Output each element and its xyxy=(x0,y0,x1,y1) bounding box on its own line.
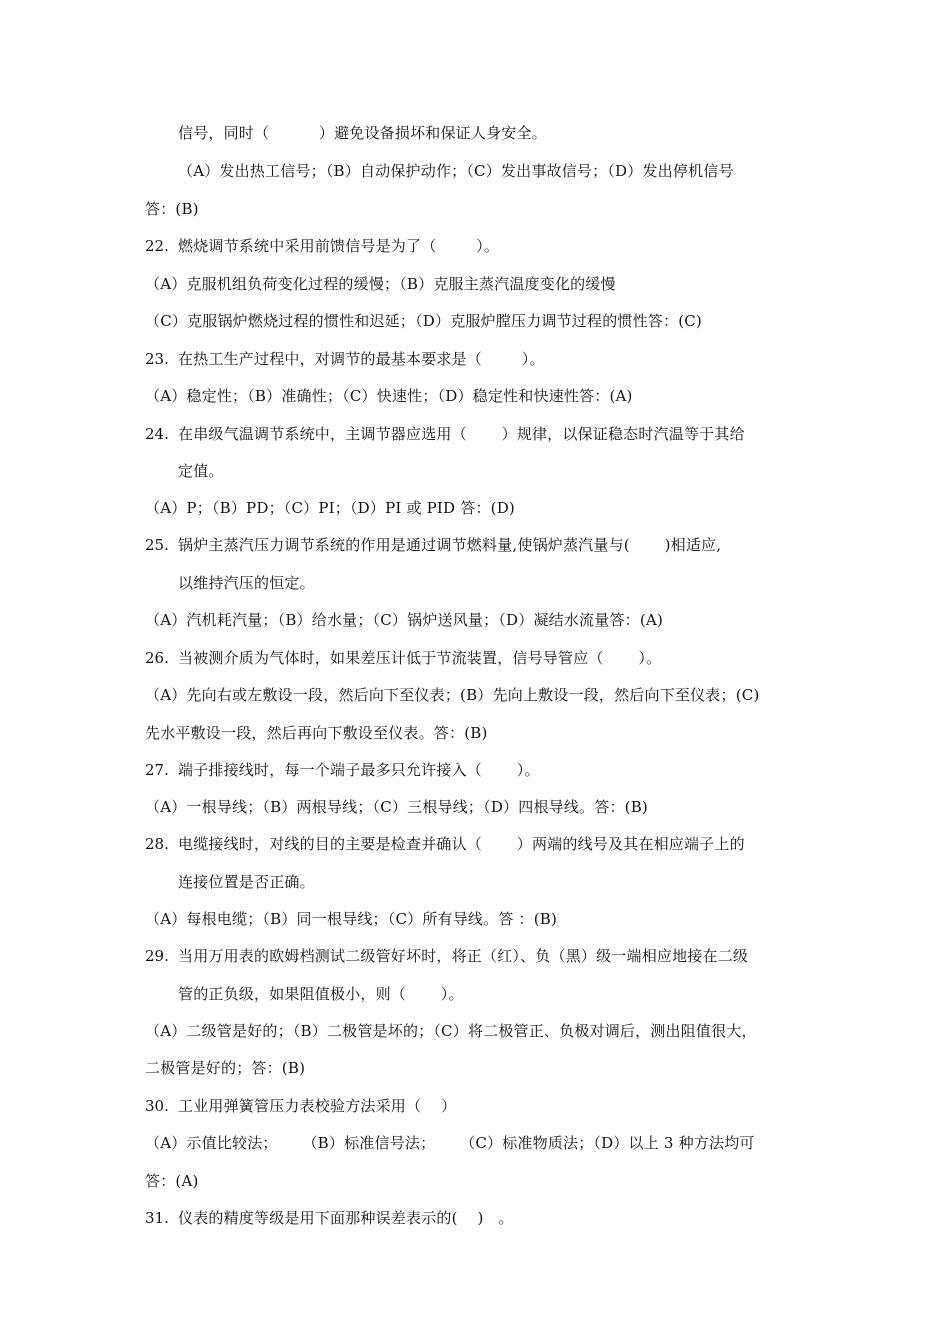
question-29-options-line-1: （A）二级管是好的；（B）二极管是坏的；（C）将二极管正、负极对调后，测出阻值很大， xyxy=(145,1022,757,1040)
question-23-number: 23. xyxy=(145,350,169,368)
question-27-number: 27. xyxy=(145,761,169,779)
question-29-text-continued: 管的正负级，如果阻值极小，则（ ）。 xyxy=(178,985,464,1003)
question-22-options-line-2: （C）克服锅炉燃烧过程的惯性和迟延；（D）克服炉膛压力调节过程的惯性答：(C) xyxy=(145,312,702,330)
question-30-text: 工业用弹簧管压力表校验方法采用（ ） xyxy=(178,1097,457,1115)
question-30-options: （A）示值比较法； （B）标准信号法； （C）标准物质法；（D）以上 3 种方法均可 xyxy=(145,1134,755,1152)
question-24-text: 在串级气温调节系统中，主调节器应选用（ ）规律，以保证稳态时汽温等于其给 xyxy=(178,425,745,443)
question-24-options: （A）P；（B）PD；（C）PI；（D）PI 或 PID 答：(D) xyxy=(145,499,515,517)
question-29-text: 当用万用表的欧姆档测试二级管好坏时，将正（红）、负（黑）级一端相应地接在二级 xyxy=(178,947,749,965)
question-25-text: 锅炉主蒸汽压力调节系统的作用是通过调节燃料量,使锅炉蒸汽量与( )相适应, xyxy=(178,536,722,554)
question-31-number: 31. xyxy=(145,1209,169,1227)
question-28-options: （A）每根电缆；（B）同一根导线；（C）所有导线。答 ：(B) xyxy=(145,910,558,928)
question-26-options-line-1: （A）先向右或左敷设一段，然后向下至仪表；(B）先向上敷设一段，然后向下至仪表；(C) xyxy=(145,686,760,704)
question-21-text-continued: 信号，同时（ ）避免设备损坏和保证人身安全。 xyxy=(178,124,547,142)
question-22-number: 22. xyxy=(145,237,169,255)
question-25-text-continued: 以维持汽压的恒定。 xyxy=(178,574,315,592)
question-27-text: 端子排接线时，每一个端子最多只允许接入（ ）。 xyxy=(178,761,540,779)
question-29-options-line-2: 二极管是好的；答：(B) xyxy=(145,1059,306,1077)
question-31-text: 仪表的精度等级是用下面那种误差表示的( ) 。 xyxy=(178,1209,514,1227)
question-27-options: （A）一根导线；（B）两根导线；（C）三根导线；（D）四根导线。答：(B) xyxy=(145,798,648,816)
question-24-text-continued: 定值。 xyxy=(178,462,224,480)
question-28-number: 28. xyxy=(145,835,169,853)
question-23-text: 在热工生产过程中，对调节的最基本要求是（ ）。 xyxy=(178,350,545,368)
question-30-number: 30. xyxy=(145,1097,169,1115)
question-22-options-line-1: （A）克服机组负荷变化过程的缓慢；（B）克服主蒸汽温度变化的缓慢 xyxy=(145,275,616,293)
question-26-options-line-2: 先水平敷设一段，然后再向下敷设至仪表。答：(B) xyxy=(145,724,488,742)
question-26-number: 26. xyxy=(145,649,169,667)
question-25-number: 25. xyxy=(145,536,169,554)
question-30-answer: 答：(A) xyxy=(145,1172,199,1190)
question-26-text: 当被测介质为气体时，如果差压计低于节流装置，信号导管应（ ）。 xyxy=(178,649,662,667)
question-28-text: 电缆接线时，对线的目的主要是检查并确认（ ）两端的线号及其在相应端子上的 xyxy=(178,835,745,853)
question-25-options: （A）汽机耗汽量；（B）给水量；（C）锅炉送风量；（D）凝结水流量答：(A) xyxy=(145,611,663,629)
question-24-number: 24. xyxy=(145,425,169,443)
question-29-number: 29. xyxy=(145,947,169,965)
question-21-options: （A）发出热工信号；（B）自动保护动作；（C）发出事故信号；（D）发出停机信号 xyxy=(178,162,734,180)
question-28-text-continued: 连接位置是否正确。 xyxy=(178,873,315,891)
question-23-options: （A）稳定性；（B）准确性；（C）快速性；（D）稳定性和快速性答：(A) xyxy=(145,387,633,405)
question-22-text: 燃烧调节系统中采用前馈信号是为了（ ）。 xyxy=(178,237,500,255)
question-21-answer: 答：(B) xyxy=(145,200,199,218)
